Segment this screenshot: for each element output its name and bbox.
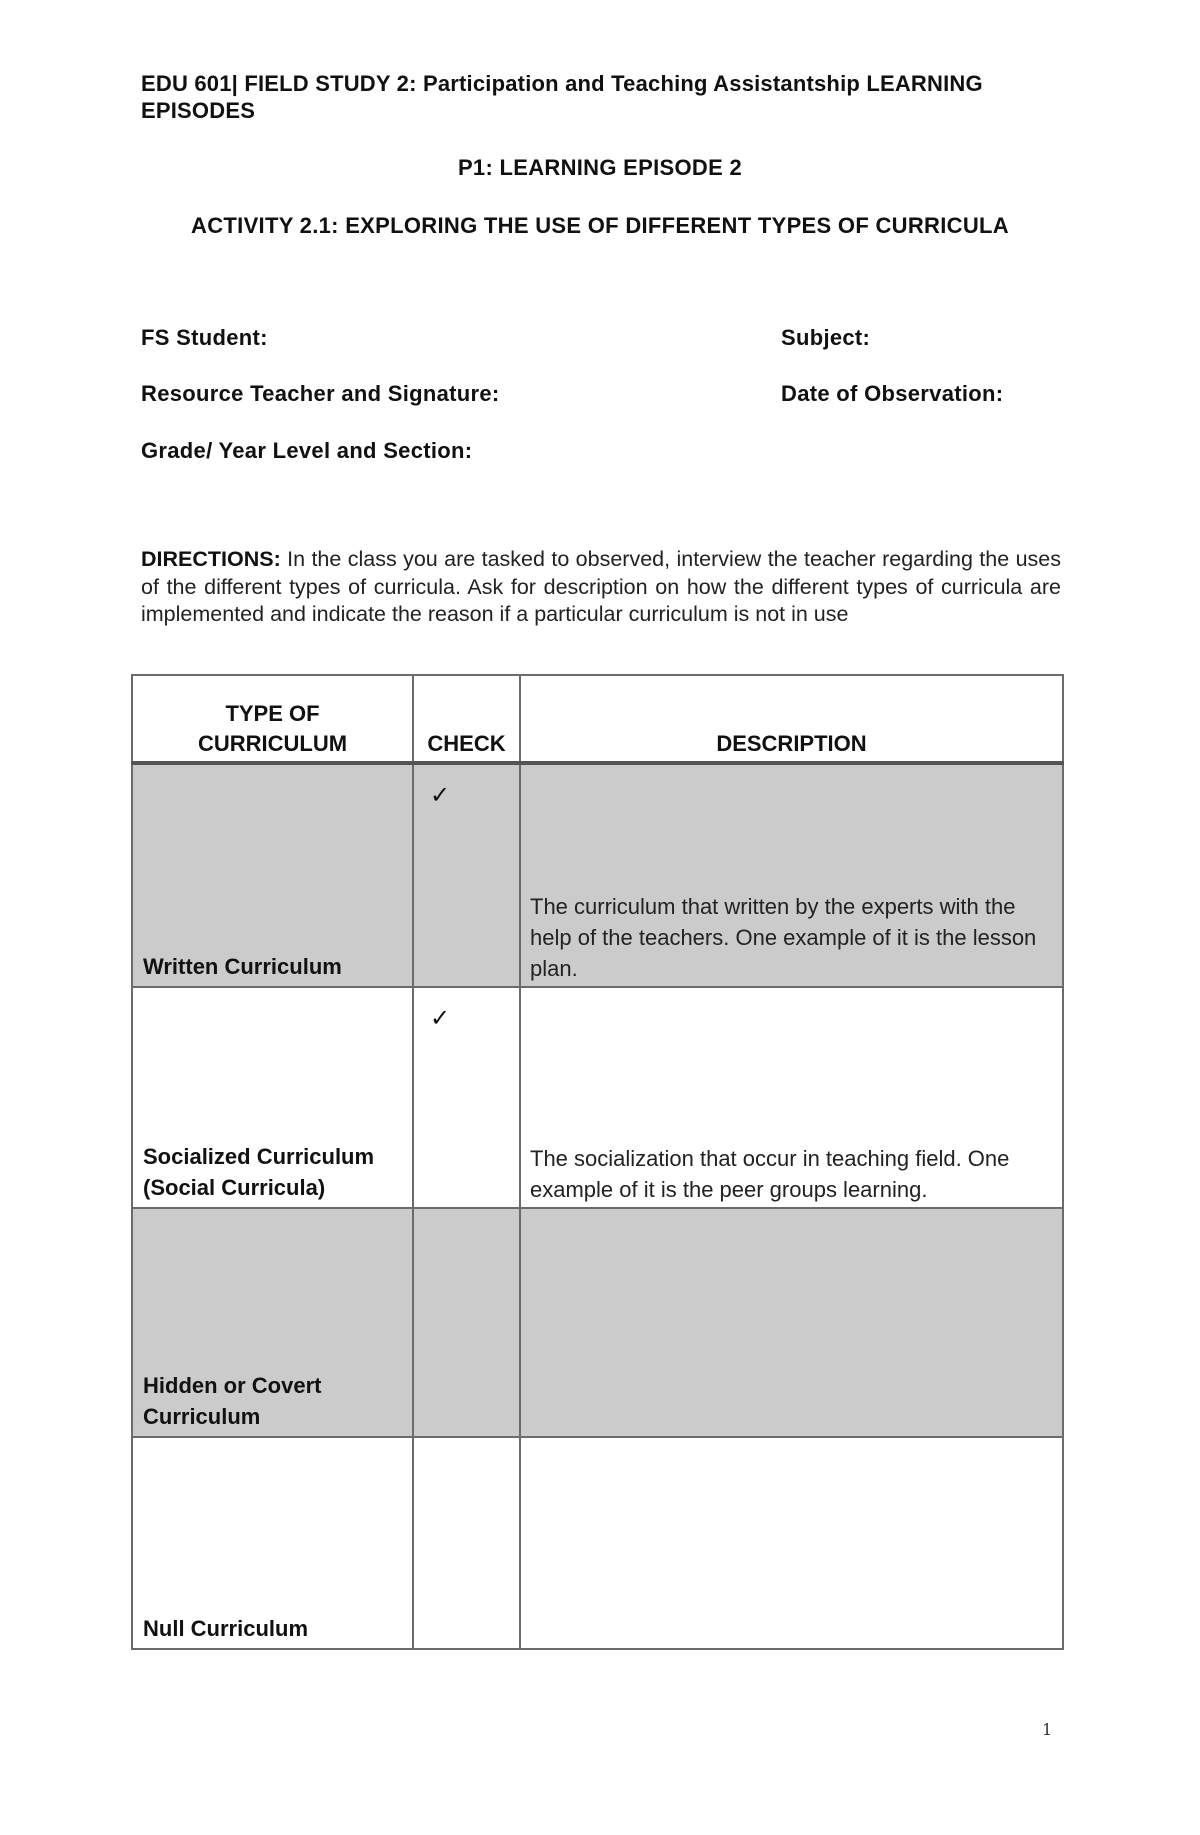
directions-paragraph	[141, 546, 1061, 629]
checkmark-icon[interactable]: ✓	[413, 763, 520, 987]
table-header-row	[132, 675, 1063, 763]
type-line2: (Social Curricula)	[143, 1175, 326, 1200]
date-of-observation-label: Date of Observation:	[781, 381, 1004, 406]
description-cell[interactable]: The curriculum that written by the experts with the help of the teachers. One example of it is the lesson plan.	[520, 763, 1063, 987]
description-cell[interactable]	[520, 1208, 1063, 1437]
document-title-line1: EDU 601| FIELD STUDY 2: Participation and Teaching Assistantship LEARNING	[141, 71, 983, 96]
type-cell	[132, 1208, 413, 1437]
subject-label: Subject:	[781, 325, 871, 350]
type-cell: Null Curriculum	[132, 1437, 413, 1649]
directions-label: DIRECTIONS:	[141, 547, 281, 571]
header-check: CHECK	[413, 675, 520, 763]
header-type-line2: CURRICULUM	[197, 731, 348, 756]
header-type-of-curriculum	[132, 675, 413, 763]
resource-teacher-label: Resource Teacher and Signature:	[141, 381, 500, 406]
table-row	[132, 1208, 1063, 1437]
checkmark-icon[interactable]: ✓	[413, 987, 520, 1208]
episode-heading: P1: LEARNING EPISODE 2	[457, 155, 743, 180]
type-cell	[132, 987, 413, 1208]
type-cell: Written Curriculum	[132, 763, 413, 987]
type-line1: Hidden or Covert	[143, 1373, 322, 1398]
page-number: 1	[1042, 1720, 1053, 1739]
fs-student-label: FS Student:	[141, 325, 268, 350]
check-cell[interactable]	[413, 1208, 520, 1437]
description-cell[interactable]: The socialization that occur in teaching field. One example of it is the peer groups learning.	[520, 987, 1063, 1208]
curriculum-table	[131, 674, 1064, 1650]
table-row	[132, 763, 1063, 987]
table-row	[132, 987, 1063, 1208]
type-line1: Socialized Curriculum	[143, 1144, 375, 1169]
description-cell[interactable]	[520, 1437, 1063, 1649]
document-title-line2: EPISODES	[141, 98, 256, 123]
header-description: DESCRIPTION	[520, 675, 1063, 763]
grade-level-label: Grade/ Year Level and Section:	[141, 438, 473, 463]
table-row	[132, 1437, 1063, 1649]
check-cell[interactable]	[413, 1437, 520, 1649]
activity-heading: ACTIVITY 2.1: EXPLORING THE USE OF DIFFERENT TYPES OF CURRICULA	[191, 213, 1009, 238]
type-line2: Curriculum	[143, 1404, 261, 1429]
header-type-line1: TYPE OF	[225, 701, 320, 726]
directions-text: In the class you are tasked to observed, interview the teacher regarding the uses of the different types of curricula. Ask for description on how the different types of curricula are implemented and indicate the reason if a particular curriculum is not in use	[141, 547, 1061, 626]
